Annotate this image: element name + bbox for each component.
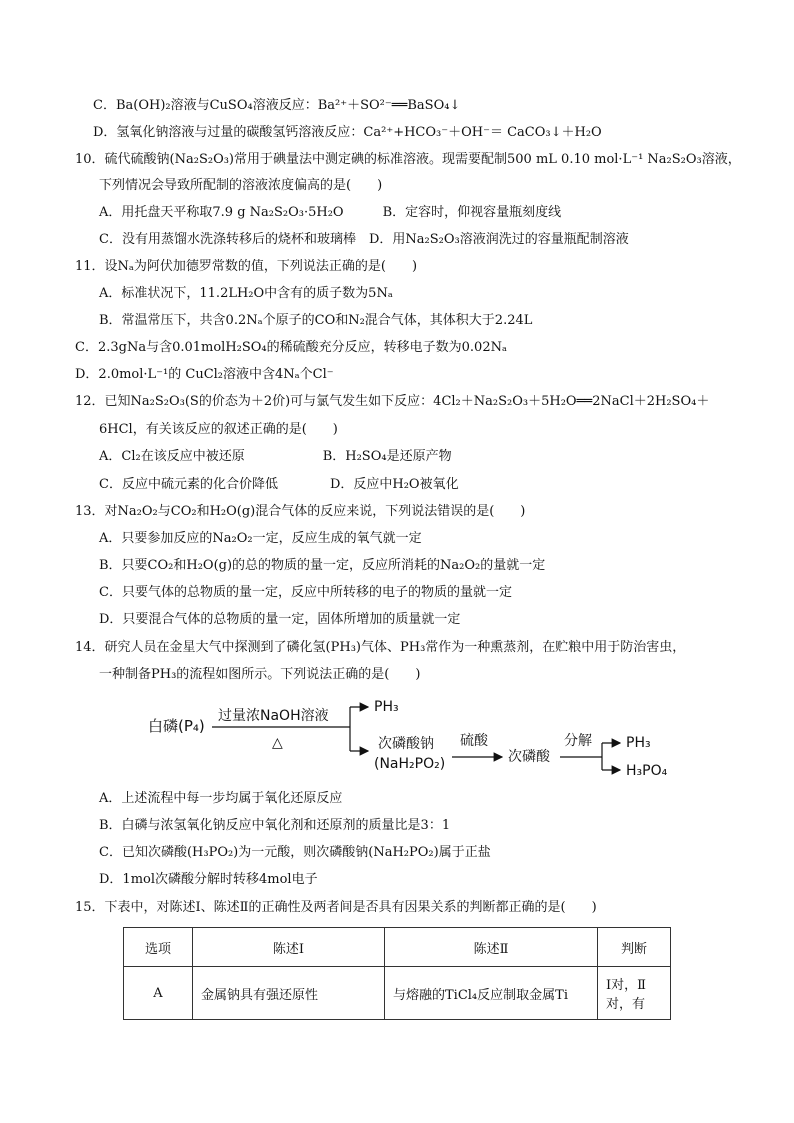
table-cell-judgement: Ⅰ对，Ⅱ对，有 <box>598 967 671 1020</box>
question-12-stem: 12．已知Na₂S₂O₃(S的价态为＋2价)可与氯气发生如下反应：4Cl₂＋Na₂S₂O₃＋5H₂O══2NaCl＋2H₂SO₄＋ <box>75 394 710 409</box>
question-14-option-c: C．已知次磷酸(H₃PO₂)为一元酸，则次磷酸钠(NaH₂PO₂)属于正盐 <box>99 845 491 860</box>
flow-product-h3po4: H₃PO₄ <box>626 763 668 779</box>
question-14-option-d: D．1mol次磷酸分解时转移4mol电子 <box>99 872 318 887</box>
table-header-judgement: 判断 <box>598 928 671 967</box>
question-14-option-a: A．上述流程中每一步均属于氧化还原反应 <box>99 791 343 806</box>
question-11-option-c: C．2.3gNa与含0.01molH₂SO₄的稀硫酸充分反应，转移电子数为0.02Nₐ <box>75 340 507 355</box>
question-11-option-b: B．常温常压下，共含0.2Nₐ个原子的CO和N₂混合气体，其体积大于2.24L <box>99 313 533 328</box>
question-14-stem-cont: 一种制备PH₃的流程如图所示。下列说法正确的是( ) <box>99 667 421 682</box>
question-13-option-a: A．只要参加反应的Na₂O₂一定，反应生成的氧气就一定 <box>99 531 422 546</box>
table-header-option: 选项 <box>124 928 193 967</box>
question-15-stem: 15．下表中，对陈述Ⅰ、陈述Ⅱ的正确性及两者间是否具有因果关系的判断都正确的是( ) <box>75 900 597 915</box>
flow-product-ph3: PH₃ <box>374 700 399 715</box>
table-cell-statement-2: 与熔融的TiCl₄反应制取金属Ti <box>385 967 598 1020</box>
flow-product-ph3-2: PH₃ <box>626 735 651 751</box>
option-d-q9: D．氢氧化钠溶液与过量的碳酸氢钙溶液反应：Ca²⁺+HCO₃⁻＋OH⁻＝ CaCO₃↓＋H₂O <box>93 125 602 140</box>
table-row <box>124 967 671 1020</box>
question-10-options-ab: A．用托盘天平称取7.9 g Na₂S₂O₃·5H₂O B．定容时，仰视容量瓶刻度线 <box>99 205 562 220</box>
question-11-option-a: A．标准状况下，11.2LH₂O中含有的质子数为5Nₐ <box>99 286 393 301</box>
question-14-stem: 14．研究人员在金星大气中探测到了磷化氢(PH₃)气体、PH₃常作为一种熏蒸剂，在贮粮中用于防治害虫， <box>75 640 686 655</box>
question-12-options-ab: A．Cl₂在该反应中被还原 B．H₂SO₄是还原产物 <box>99 449 452 464</box>
table-header-row <box>124 928 671 967</box>
flow-condition-heat: △ <box>272 735 283 751</box>
flow-sodium-hypophosphite: 次磷酸钠 <box>378 736 434 752</box>
question-12-stem-cont: 6HCl，有关该反应的叙述正确的是( ) <box>99 422 338 437</box>
flow-sodium-hypophosphite-formula: (NaH₂PO₂) <box>374 756 446 772</box>
question-13-option-c: C．只要气体的总物质的量一定，反应中所转移的电子的物质的量就一定 <box>99 585 512 600</box>
flow-hypophosphorous-acid: 次磷酸 <box>508 749 550 765</box>
question-10-stem: 10．硫代硫酸钠(Na₂S₂O₃)常用于碘量法中测定碘的标准溶液。现需要配制500 mL 0.10 mol·L⁻¹ Na₂S₂O₃溶液， <box>75 152 741 167</box>
question-11-stem: 11．设Nₐ为阿伏加德罗常数的值，下列说法正确的是( ) <box>75 259 418 274</box>
question-14-option-b: B．白磷与浓氢氧化钠反应中氧化剂和还原剂的质量比是3：1 <box>99 818 451 833</box>
table-header-statement-2: 陈述Ⅱ <box>385 928 598 967</box>
option-c-q9: C．Ba(OH)₂溶液与CuSO₄溶液反应：Ba²⁺＋SO²⁻══BaSO₄↓ <box>93 98 461 113</box>
table-cell-statement-1: 金属钠具有强还原性 <box>193 967 385 1020</box>
phosphine-flow-diagram <box>140 700 700 784</box>
question-12-options-cd: C．反应中硫元素的化合价降低 D．反应中H₂O被氧化 <box>99 477 459 492</box>
flow-condition-naoh: 过量浓NaOH溶液 <box>218 708 329 724</box>
flow-condition-decompose: 分解 <box>564 733 592 749</box>
question-10-options-cd: C．没有用蒸馏水洗涤转移后的烧杯和玻璃棒 D．用Na₂S₂O₃溶液润洗过的容量瓶配制溶液 <box>99 232 629 247</box>
question-13-option-b: B．只要CO₂和H₂O(g)的总的物质的量一定，反应所消耗的Na₂O₂的量就一定 <box>99 558 546 573</box>
question-11-option-d: D．2.0mol·L⁻¹的 CuCl₂溶液中含4Nₐ个Cl⁻ <box>75 367 334 382</box>
question-13-option-d: D．只要混合气体的总物质的量一定，固体所增加的质量就一定 <box>99 612 461 627</box>
flow-white-phosphorus: 白磷(P₄) <box>148 717 205 735</box>
question-10-stem-cont: 下列情况会导致所配制的溶液浓度偏高的是( ) <box>99 178 383 193</box>
table-header-statement-1: 陈述Ⅰ <box>193 928 385 967</box>
question-15-table <box>123 927 671 1020</box>
question-13-stem: 13．对Na₂O₂与CO₂和H₂O(g)混合气体的反应来说，下列说法错误的是( ) <box>75 504 526 519</box>
table-cell-option: A <box>124 967 193 1020</box>
flow-condition-sulfuric-acid: 硫酸 <box>460 733 488 749</box>
